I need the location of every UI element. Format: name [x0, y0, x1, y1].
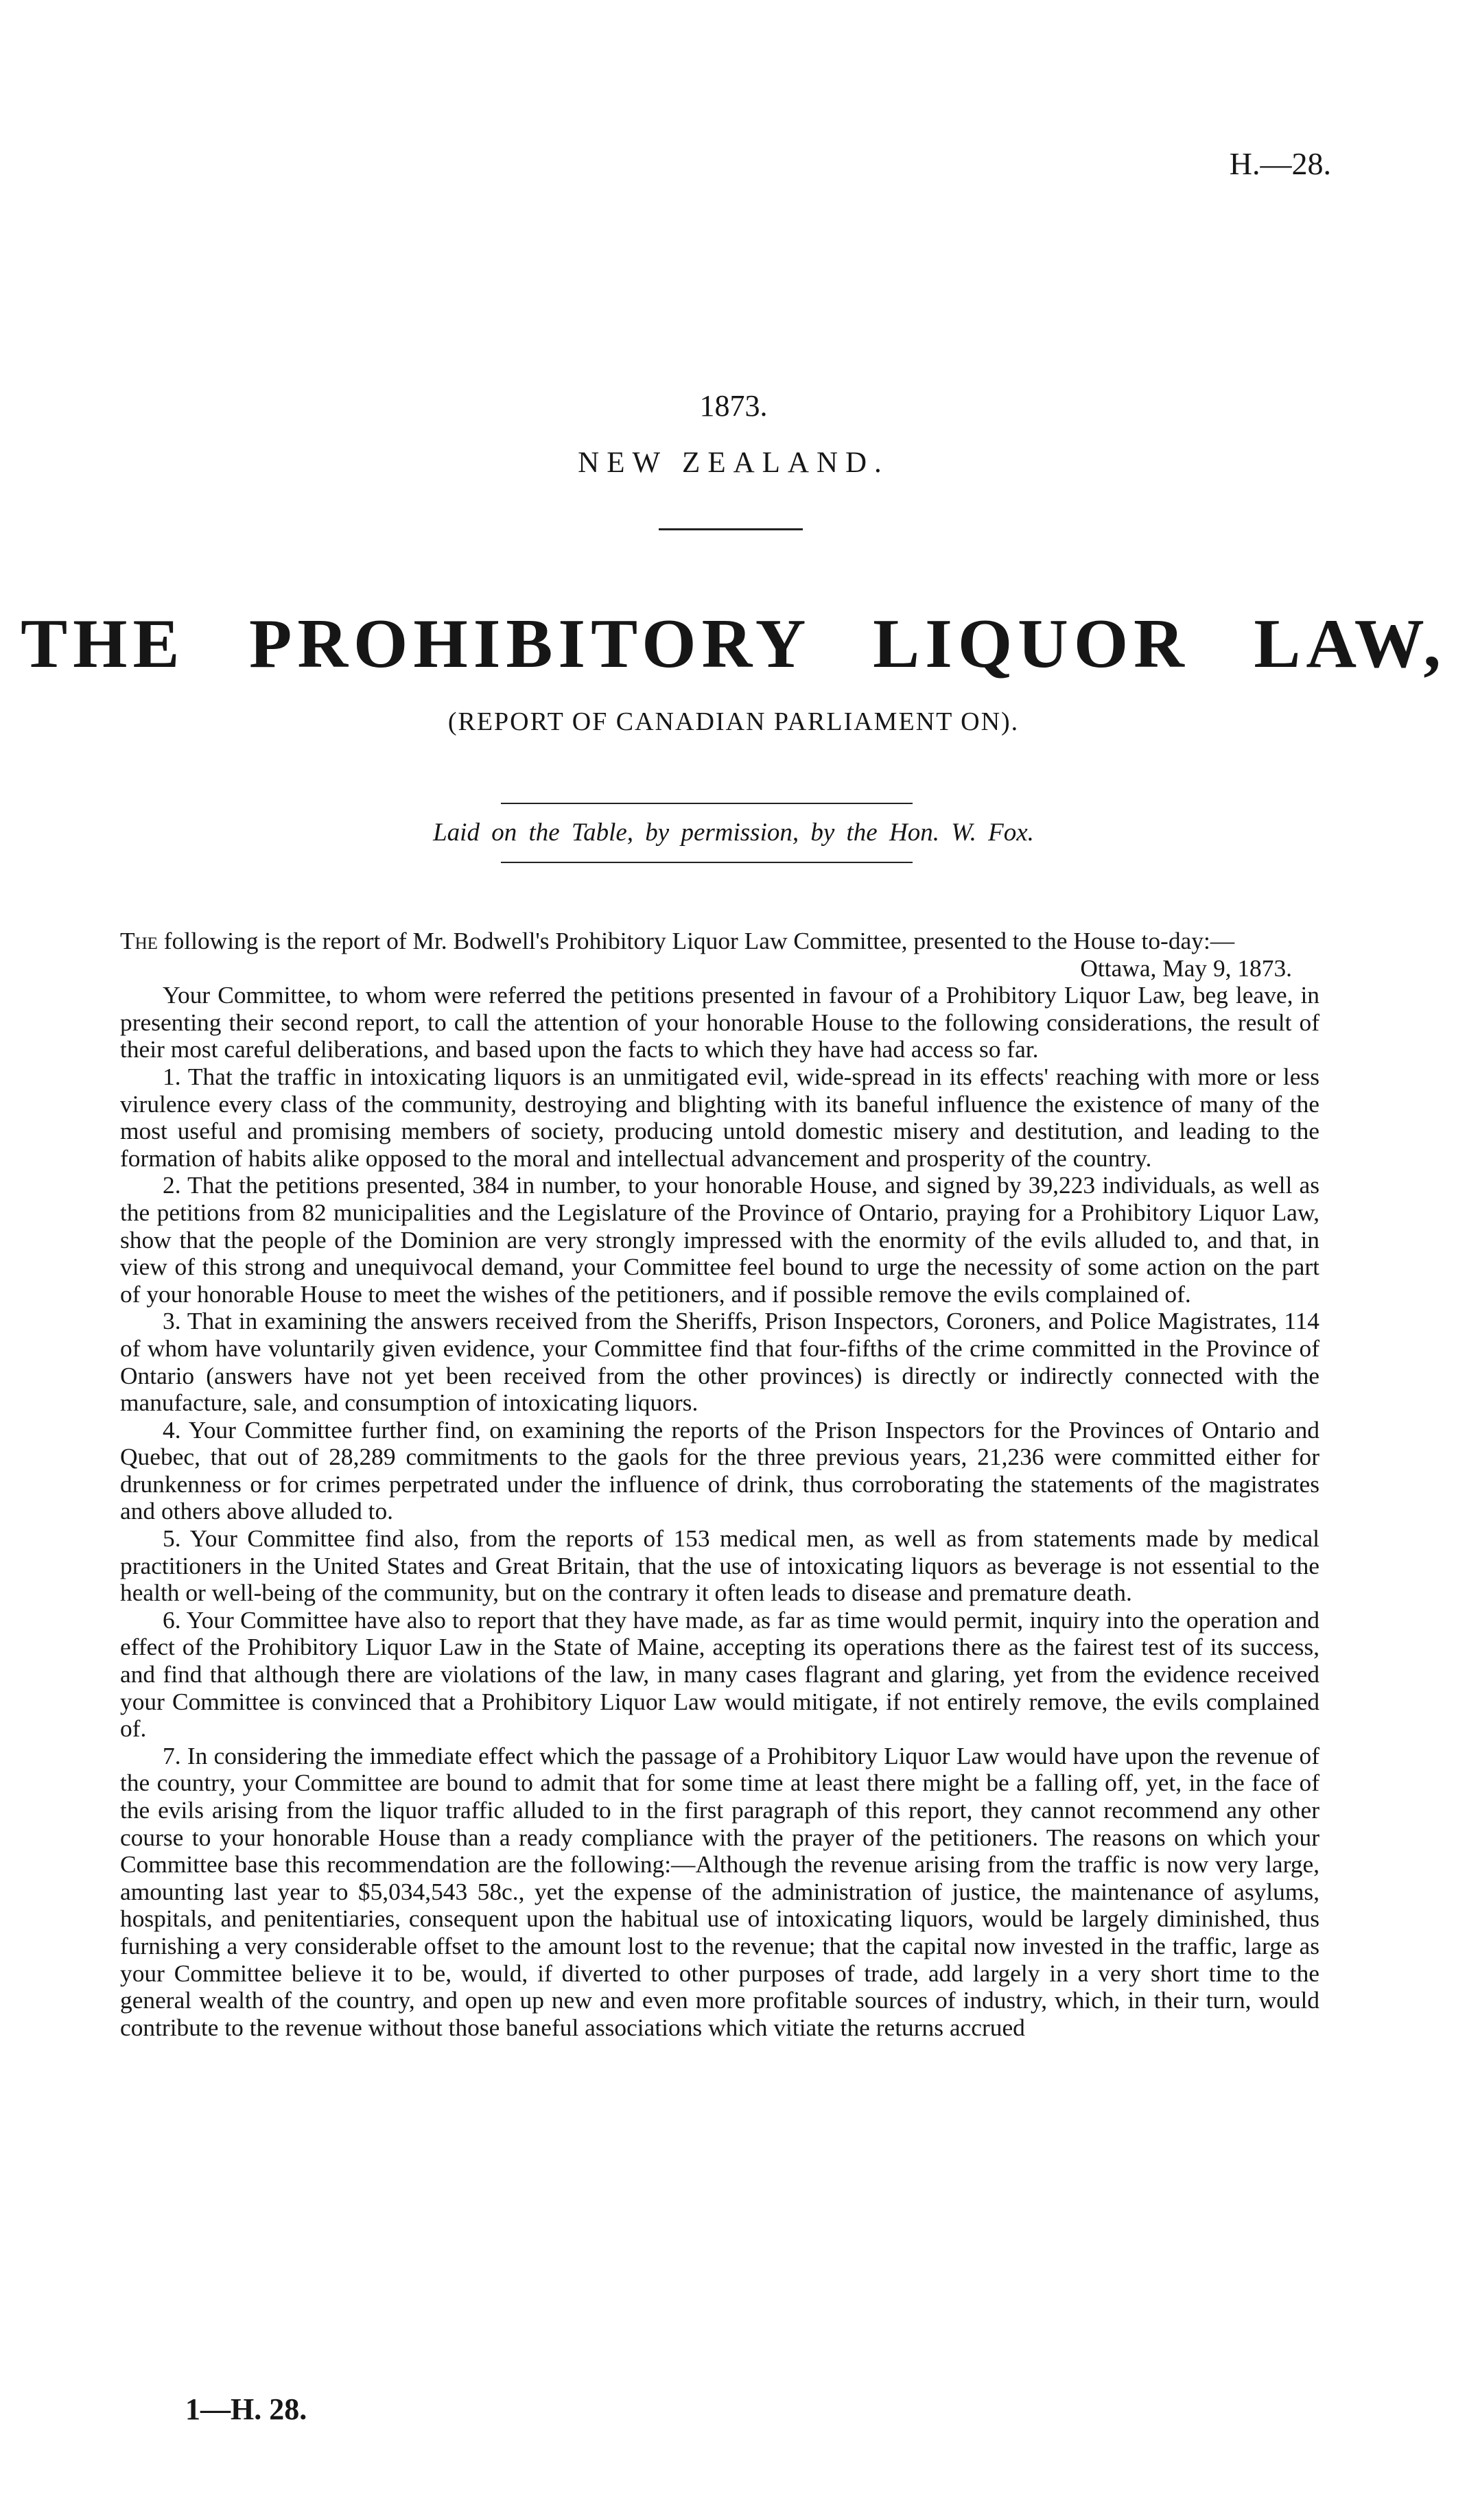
paragraph-6: 6. Your Committee have also to report that they have made, as far as time would permit, inquiry into the operation and effect of the Prohibitory Liquor Law in the State of Maine, accepting its operations there as the fairest test of its success, and find that although there are violations of the law, in many cases flagrant and glaring, yet from the evidence received your Committee is convinced that a Prohibitory Liquor Law would mitigate, if not entirely remove, the evils complained of.: [120, 1605, 1319, 1743]
paragraph-7: 7. In considering the immediate effect which the passage of a Prohibitory Liquor Law would have upon the revenue of the country, your Committee are bound to admit that for some time at least there might be a falling off, yet, in the face of the evils arising from the liquor traffic alluded to in the first paragraph of this report, they cannot recommend any other course to your honorable House than a ready compliance with the prayer of the petitioners. The reasons on which your Committee base this recommendation are the following:—Although the revenue arising from the traffic is now very large, amounting last year to $5,034,543 58c., yet the expense of the administration of justice, the maintenance of asylums, hospitals, and penitentiaries, consequent upon the habitual use of intoxicating liquors, would be largely diminished, thus furnishing a very considerable offset to the amount lost to the revenue; that the capital now invested in the traffic, large as your Committee believe it to be, would, if diverted to other purposes of trade, add largely in a very short time to the general wealth of the country, and open up new and even more profitable sources of industry, which, in their turn, would contribute to the revenue without those baneful associations which vitiate the returns accrued: [120, 1741, 1319, 2041]
paragraph-3: 3. That in examining the answers received from the Sheriffs, Prison Inspectors, Coroners, and Police Magistrates, 114 of whom have voluntarily given evidence, your Committee find that four-fifths of the crime committed in the Province of Ontario (answers have not yet been received from the other provinces) is directly or indirectly connected with the manufacture, sale, and consumption of intoxicating liquors.: [120, 1307, 1319, 1417]
sheet-signature-mark: 1—H. 28.: [185, 2392, 307, 2426]
paragraph-1: 1. That the traffic in intoxicating liquors is an unmitigated evil, wide-spread in its effects' reaching with more or less virulence every class of the community, destroying and blighting with its baneful influence the existence of many of the most useful and promising members of society, producing untold domestic misery and destitution, and leading to the formation of habits alike opposed to the moral and intellectual advancement and prosperity of the country.: [120, 1062, 1319, 1172]
divider-short: [659, 528, 803, 530]
paragraph-preamble: Your Committee, to whom were referred the petitions presented in favour of a Prohibitory Liquor Law, beg leave, in presenting their second report, to call the attention of your honorable House to the following considerations, the result of their most careful deliberations, and based upon the facts to which they have had access so far.: [120, 981, 1319, 1063]
intro-paragraph: [120, 928, 1319, 955]
paragraph-5: 5. Your Committee find also, from the reports of 153 medical men, as well as from statements made by medical practitioners in the United States and Great Britain, that the use of intoxicating liquors as beverage is not essential to the health or well-being of the community, but on the contrary it often leads to disease and premature death.: [120, 1524, 1319, 1607]
divider-top: [501, 803, 913, 804]
document-year: 1873.: [699, 389, 768, 423]
country-heading: NEW ZEALAND.: [578, 447, 889, 479]
intro-text: following is the report of Mr. Bodwell's Prohibitory Liquor Law Committee, presented to the House to-day:—: [157, 927, 1235, 954]
paragraph-4: 4. Your Committee further find, on examining the reports of the Prison Inspectors for the Provinces of Ontario and Quebec, that out of 28,289 commitments to the gaols for the three previous years, 21,236 were committed either for drunkenness or for crimes perpetrated under the influence of drink, thus corroborating the statements of the magistrates and others above alluded to.: [120, 1415, 1319, 1525]
document-title: THE PROHIBITORY LIQUOR LAW,: [21, 605, 1446, 683]
dateline: Ottawa, May 9, 1873.: [1080, 954, 1292, 982]
paragraph-2: 2. That the petitions presented, 384 in number, to your honorable House, and signed by 39,223 individuals, as well as the petitions from 82 municipalities and the Legislature of the Province of Ontario, praying for a Prohibitory Liquor Law, show that the people of the Dominion are very strongly impressed with the enormity of the evils alluded to, and that, in view of this strong and unequivocal demand, your Committee feel bound to urge the necessity of some action on the part of your honorable House to meet the wishes of the petitioners, and if possible remove the evils complained of.: [120, 1171, 1319, 1308]
document-reference: H.—28.: [1229, 146, 1331, 181]
laid-on-table-note: Laid on the Table, by permission, by the Hon. W. Fox.: [433, 819, 1034, 847]
document-subtitle: (REPORT OF CANADIAN PARLIAMENT ON).: [447, 707, 1020, 736]
report-body: [120, 928, 1319, 2041]
intro-lead-word: The: [120, 927, 158, 954]
divider-bottom: [501, 862, 913, 863]
